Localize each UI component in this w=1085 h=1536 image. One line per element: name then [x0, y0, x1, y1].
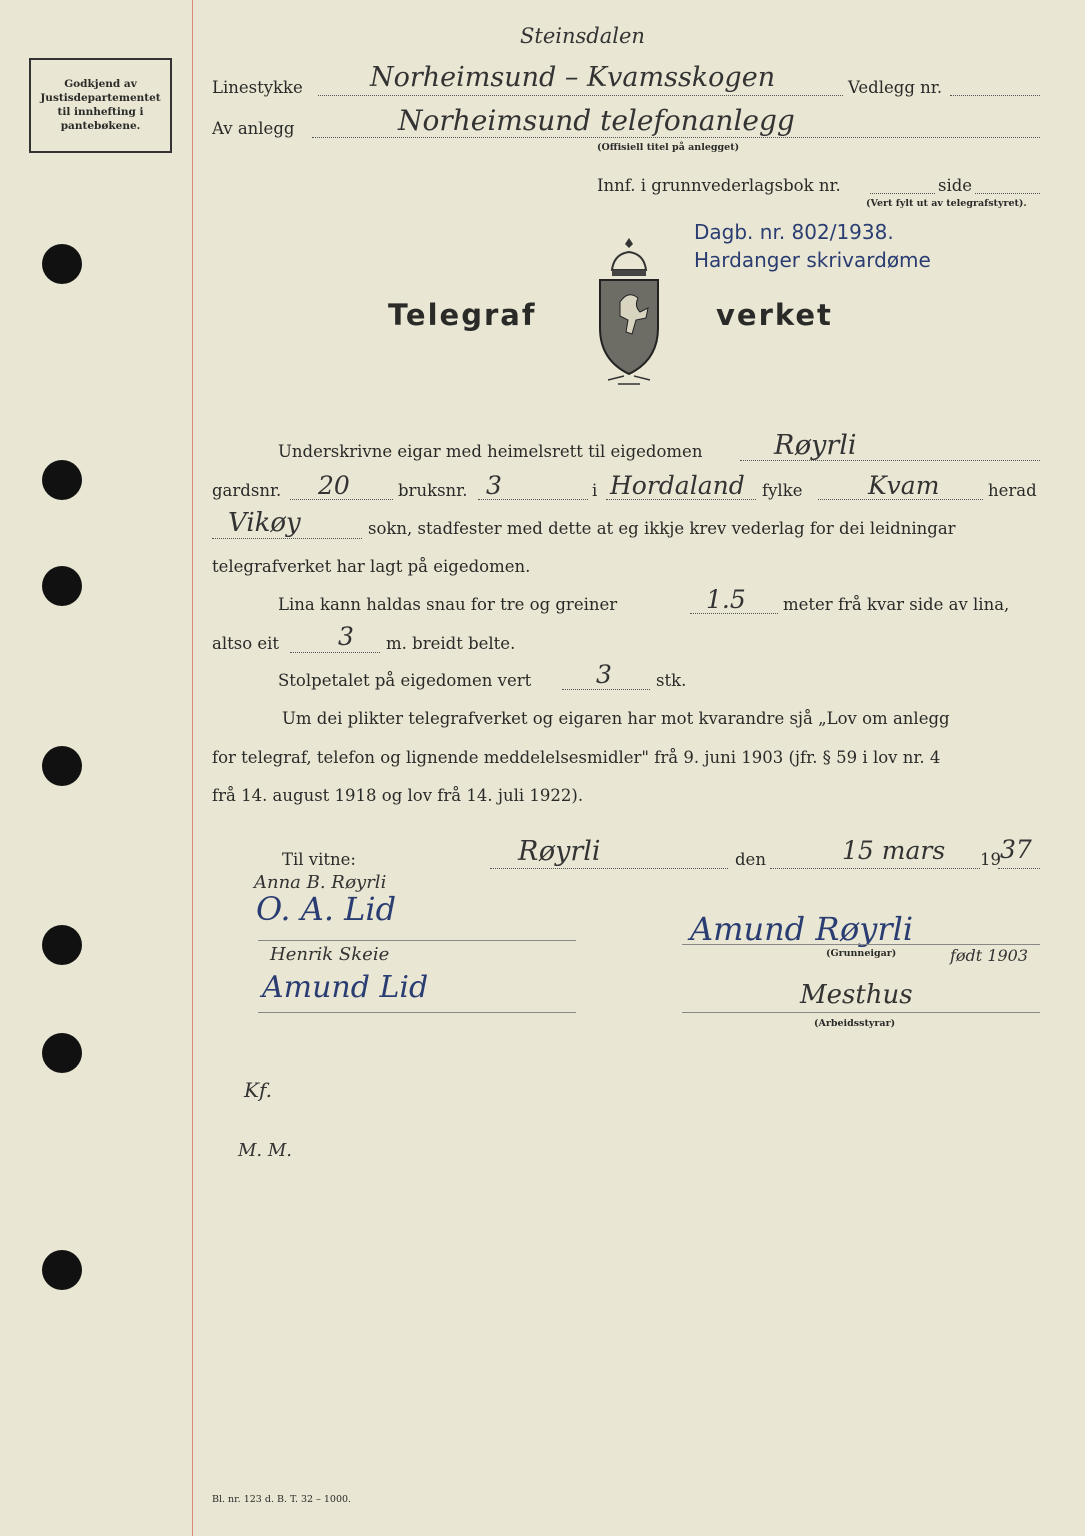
approval-box	[29, 58, 172, 153]
margin-rule	[192, 0, 193, 1536]
property-name: Røyrli	[774, 430, 857, 461]
den-label: den	[735, 850, 766, 869]
foreman-role: (Arbeidsstyrar)	[814, 1018, 896, 1029]
linestykke-line	[318, 95, 843, 96]
gardsnr-value: 20	[318, 471, 350, 500]
owner-born: født 1903	[950, 946, 1029, 965]
approval-line: Justisdepartementet	[40, 92, 161, 104]
linestykke-label: Linestykke	[212, 78, 303, 97]
witness-3-signature: Henrik Skeie	[270, 944, 390, 965]
vedlegg-label: Vedlegg nr.	[848, 78, 943, 97]
side-line	[975, 193, 1040, 194]
para2-intro: Lina kann haldas snau for tre og greiner	[278, 595, 618, 614]
owner-line	[682, 944, 1040, 945]
anlegg-line	[312, 137, 1040, 138]
linestykke-value: Norheimsund – Kvamsskogen	[370, 62, 776, 93]
i-label: i	[592, 481, 598, 500]
owner-signature: Amund Røyrli	[690, 910, 914, 948]
para2-meters-text: meter frå kvar side av lina,	[783, 595, 1010, 614]
grunnvederlag-label: Innf. i grunnvederlagsbok nr.	[597, 176, 841, 195]
vedlegg-line	[950, 95, 1040, 96]
witness-label: Til vitne:	[282, 850, 356, 869]
gardsnr-label: gardsnr.	[212, 481, 282, 500]
above-line-note: Steinsdalen	[520, 24, 645, 48]
registry-stamp-line1: Dagb. nr. 802/1938.	[694, 220, 894, 244]
grunnvederlag-note: (Vert fylt ut av telegrafstyret).	[866, 198, 1027, 209]
herad-value: Kvam	[868, 471, 940, 500]
belt-width-value: 3	[338, 622, 354, 651]
title-left: Telegraf	[388, 298, 537, 332]
meters-value: 1.5	[706, 585, 746, 614]
fylke-label: fylke	[762, 481, 803, 500]
registry-stamp-line2: Hardanger skrivardøme	[694, 248, 931, 272]
sokn-line	[212, 538, 362, 539]
para4-line3: frå 14. august 1918 og lov frå 14. juli 1922).	[212, 786, 584, 805]
approval-line: til innhefting i	[57, 106, 144, 118]
para1-end: telegrafverket har lagt på eigedomen.	[212, 557, 531, 576]
poles-value: 3	[596, 660, 612, 689]
year-prefix: 19	[980, 850, 1001, 869]
punch-hole	[42, 1033, 82, 1073]
place-line	[490, 868, 728, 869]
initials-2: M. M.	[238, 1140, 293, 1161]
punch-hole	[42, 566, 82, 606]
bruksnr-label: bruksnr.	[398, 481, 468, 500]
bruksnr-value: 3	[486, 471, 502, 500]
owner-role: (Grunneigar)	[826, 948, 897, 959]
para4-line1: Um dei plikter telegrafverket og eigaren har mot kvarandre sjå „Lov om anlegg	[282, 709, 950, 728]
punch-hole	[42, 244, 82, 284]
side-label: side	[938, 176, 973, 195]
foreman-line	[682, 1012, 1040, 1013]
poles-line	[562, 689, 650, 690]
year-suffix: 37	[1000, 835, 1032, 864]
belt-line	[290, 652, 380, 653]
para3-intro: Stolpetalet på eigedomen vert	[278, 671, 532, 690]
date-line	[770, 868, 980, 869]
para2-belt-text: m. breidt belte.	[386, 634, 516, 653]
approval-line: pantebøkene.	[60, 120, 141, 132]
punch-hole	[42, 1250, 82, 1290]
county-value: Hordaland	[610, 471, 745, 500]
anlegg-label: Av anlegg	[212, 119, 295, 138]
coat-of-arms-icon	[588, 232, 670, 392]
signing-date: 15 mars	[842, 836, 946, 865]
witness-line-1	[258, 940, 576, 941]
punch-hole	[42, 460, 82, 500]
anlegg-note: (Offisiell titel på anlegget)	[597, 142, 740, 153]
witness-1-signature: Anna B. Røyrli	[254, 872, 387, 893]
initials-1: Kf.	[244, 1078, 272, 1102]
grunnvederlag-line	[870, 193, 935, 194]
herad-label: herad	[988, 481, 1037, 500]
para2-altso: altso eit	[212, 634, 280, 653]
foreman-signature: Mesthus	[800, 980, 913, 1010]
witness-2-signature: O. A. Lid	[256, 890, 397, 928]
approval-line: Godkjend av	[64, 78, 137, 90]
punch-hole	[42, 746, 82, 786]
title-right: verket	[716, 298, 833, 332]
anlegg-value: Norheimsund telefonanlegg	[398, 104, 795, 137]
form-number-footer: Bl. nr. 123 d. B. T. 32 – 1000.	[212, 1494, 352, 1505]
witness-line-2	[258, 1012, 576, 1013]
year-line	[998, 868, 1040, 869]
para1-body: sokn, stadfester med dette at eg ikkje krev vederlag for dei leidningar	[368, 519, 956, 538]
signing-place: Røyrli	[518, 836, 601, 867]
para3-stk: stk.	[656, 671, 687, 690]
para4-line2: for telegraf, telefon og lignende meddelelsesmidler" frå 9. juni 1903 (jfr. § 59 i lov nr. 4	[212, 748, 941, 767]
punch-hole	[42, 925, 82, 965]
para1-intro: Underskrivne eigar med heimelsrett til eigedomen	[278, 442, 703, 461]
witness-4-signature: Amund Lid	[262, 970, 429, 1005]
sokn-value: Vikøy	[228, 508, 301, 538]
